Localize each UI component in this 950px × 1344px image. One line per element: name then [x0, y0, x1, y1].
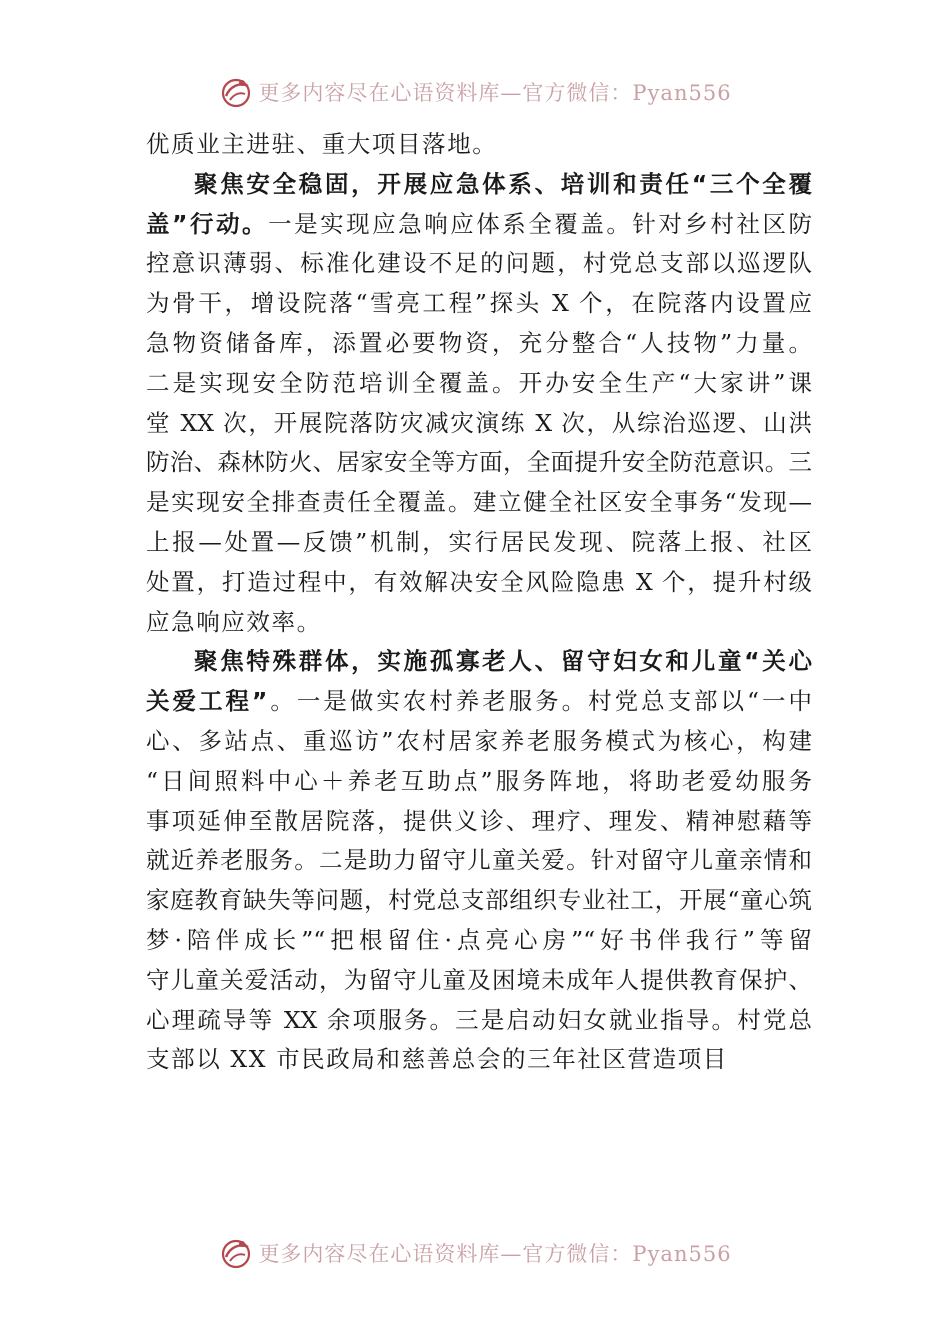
text-line: 急物资储备库，添置必要物资，充分整合“人技物”力量。	[146, 328, 812, 357]
text-line: 心、多站点、重巡访”农村居家养老服务模式为核心，构建	[146, 726, 812, 755]
text-line: 优质业主进驻、重大项目落地。	[146, 130, 498, 158]
text-line: 控意识薄弱、标准化建设不足的问题，村党总支部以巡逻队	[146, 249, 812, 278]
paragraph-text: 。一是做实农村养老服务。村党总支部以“一中	[267, 687, 812, 716]
document-body	[146, 125, 812, 1080]
text-line: 上报—处置—反馈”机制，实行居民发现、院落上报、社区	[146, 527, 812, 556]
text-line: 心理疏导等 XX 余项服务。三是启动妇女就业指导。村党总	[146, 1005, 812, 1034]
section-heading-special-groups	[146, 642, 812, 682]
heading-text: 盖”行动。	[146, 209, 269, 238]
text-line: 支部以 XX 市民政局和慈善总会的三年社区营造项目	[146, 1045, 728, 1074]
header-banner-text: 更多内容尽在心语资料库—官方微信：Pyan556	[258, 81, 732, 105]
text-line: 为骨干，增设院落“雪亮工程”探头 X 个，在院落内设置应	[146, 289, 812, 318]
text-line: “日间照料中心＋养老互助点”服务阵地，将助老爱幼服务	[146, 766, 812, 795]
heading-text: 聚焦安全稳固，开展应急体系、培训和责任“三个全覆	[194, 169, 812, 198]
text-line: 处置，打造过程中，有效解决安全风险隐患 X 个，提升村级	[146, 567, 812, 596]
text-line: 家庭教育缺失等问题，村党总支部组织专业社工，开展“童心筑	[146, 886, 812, 915]
header-banner	[0, 70, 950, 114]
text-line: 二是实现安全防范培训全覆盖。开办安全生产“大家讲”课	[146, 368, 812, 397]
logo-icon	[218, 1235, 254, 1271]
text-line: 应急响应效率。	[146, 607, 322, 636]
heading-text: 关爱工程”	[146, 687, 268, 716]
paragraph-text: 一是实现应急响应体系全覆盖。针对乡村社区防	[268, 209, 812, 238]
text-line: 就近养老服务。二是助力留守儿童关爱。针对留守儿童亲情和	[146, 846, 812, 875]
footer-banner	[0, 1231, 950, 1275]
heading-text: 聚焦特殊群体，实施孤寡老人、留守妇女和儿童“关心	[194, 647, 812, 676]
text-line: 是实现安全排查责任全覆盖。建立健全社区安全事务“发现—	[146, 488, 812, 517]
logo-icon	[218, 74, 254, 110]
text-line: 守儿童关爱活动，为留守儿童及困境未成年人提供教育保护、	[146, 965, 812, 994]
text-line	[146, 682, 812, 722]
footer-banner-text: 更多内容尽在心语资料库—官方微信：Pyan556	[258, 1242, 732, 1266]
text-line: 事项延伸至散居院落，提供义诊、理疗、理发、精神慰藉等	[146, 806, 812, 835]
section-heading-safety	[146, 165, 812, 205]
text-line: 防治、森林防火、居家安全等方面，全面提升安全防范意识。三	[146, 448, 812, 477]
text-line	[146, 205, 812, 245]
text-line: 梦·陪伴成长”“把根留住·点亮心房”“好书伴我行”等留	[146, 925, 812, 954]
text-line: 堂 XX 次，开展院落防灾减灾演练 X 次，从综治巡逻、山洪	[146, 408, 812, 437]
